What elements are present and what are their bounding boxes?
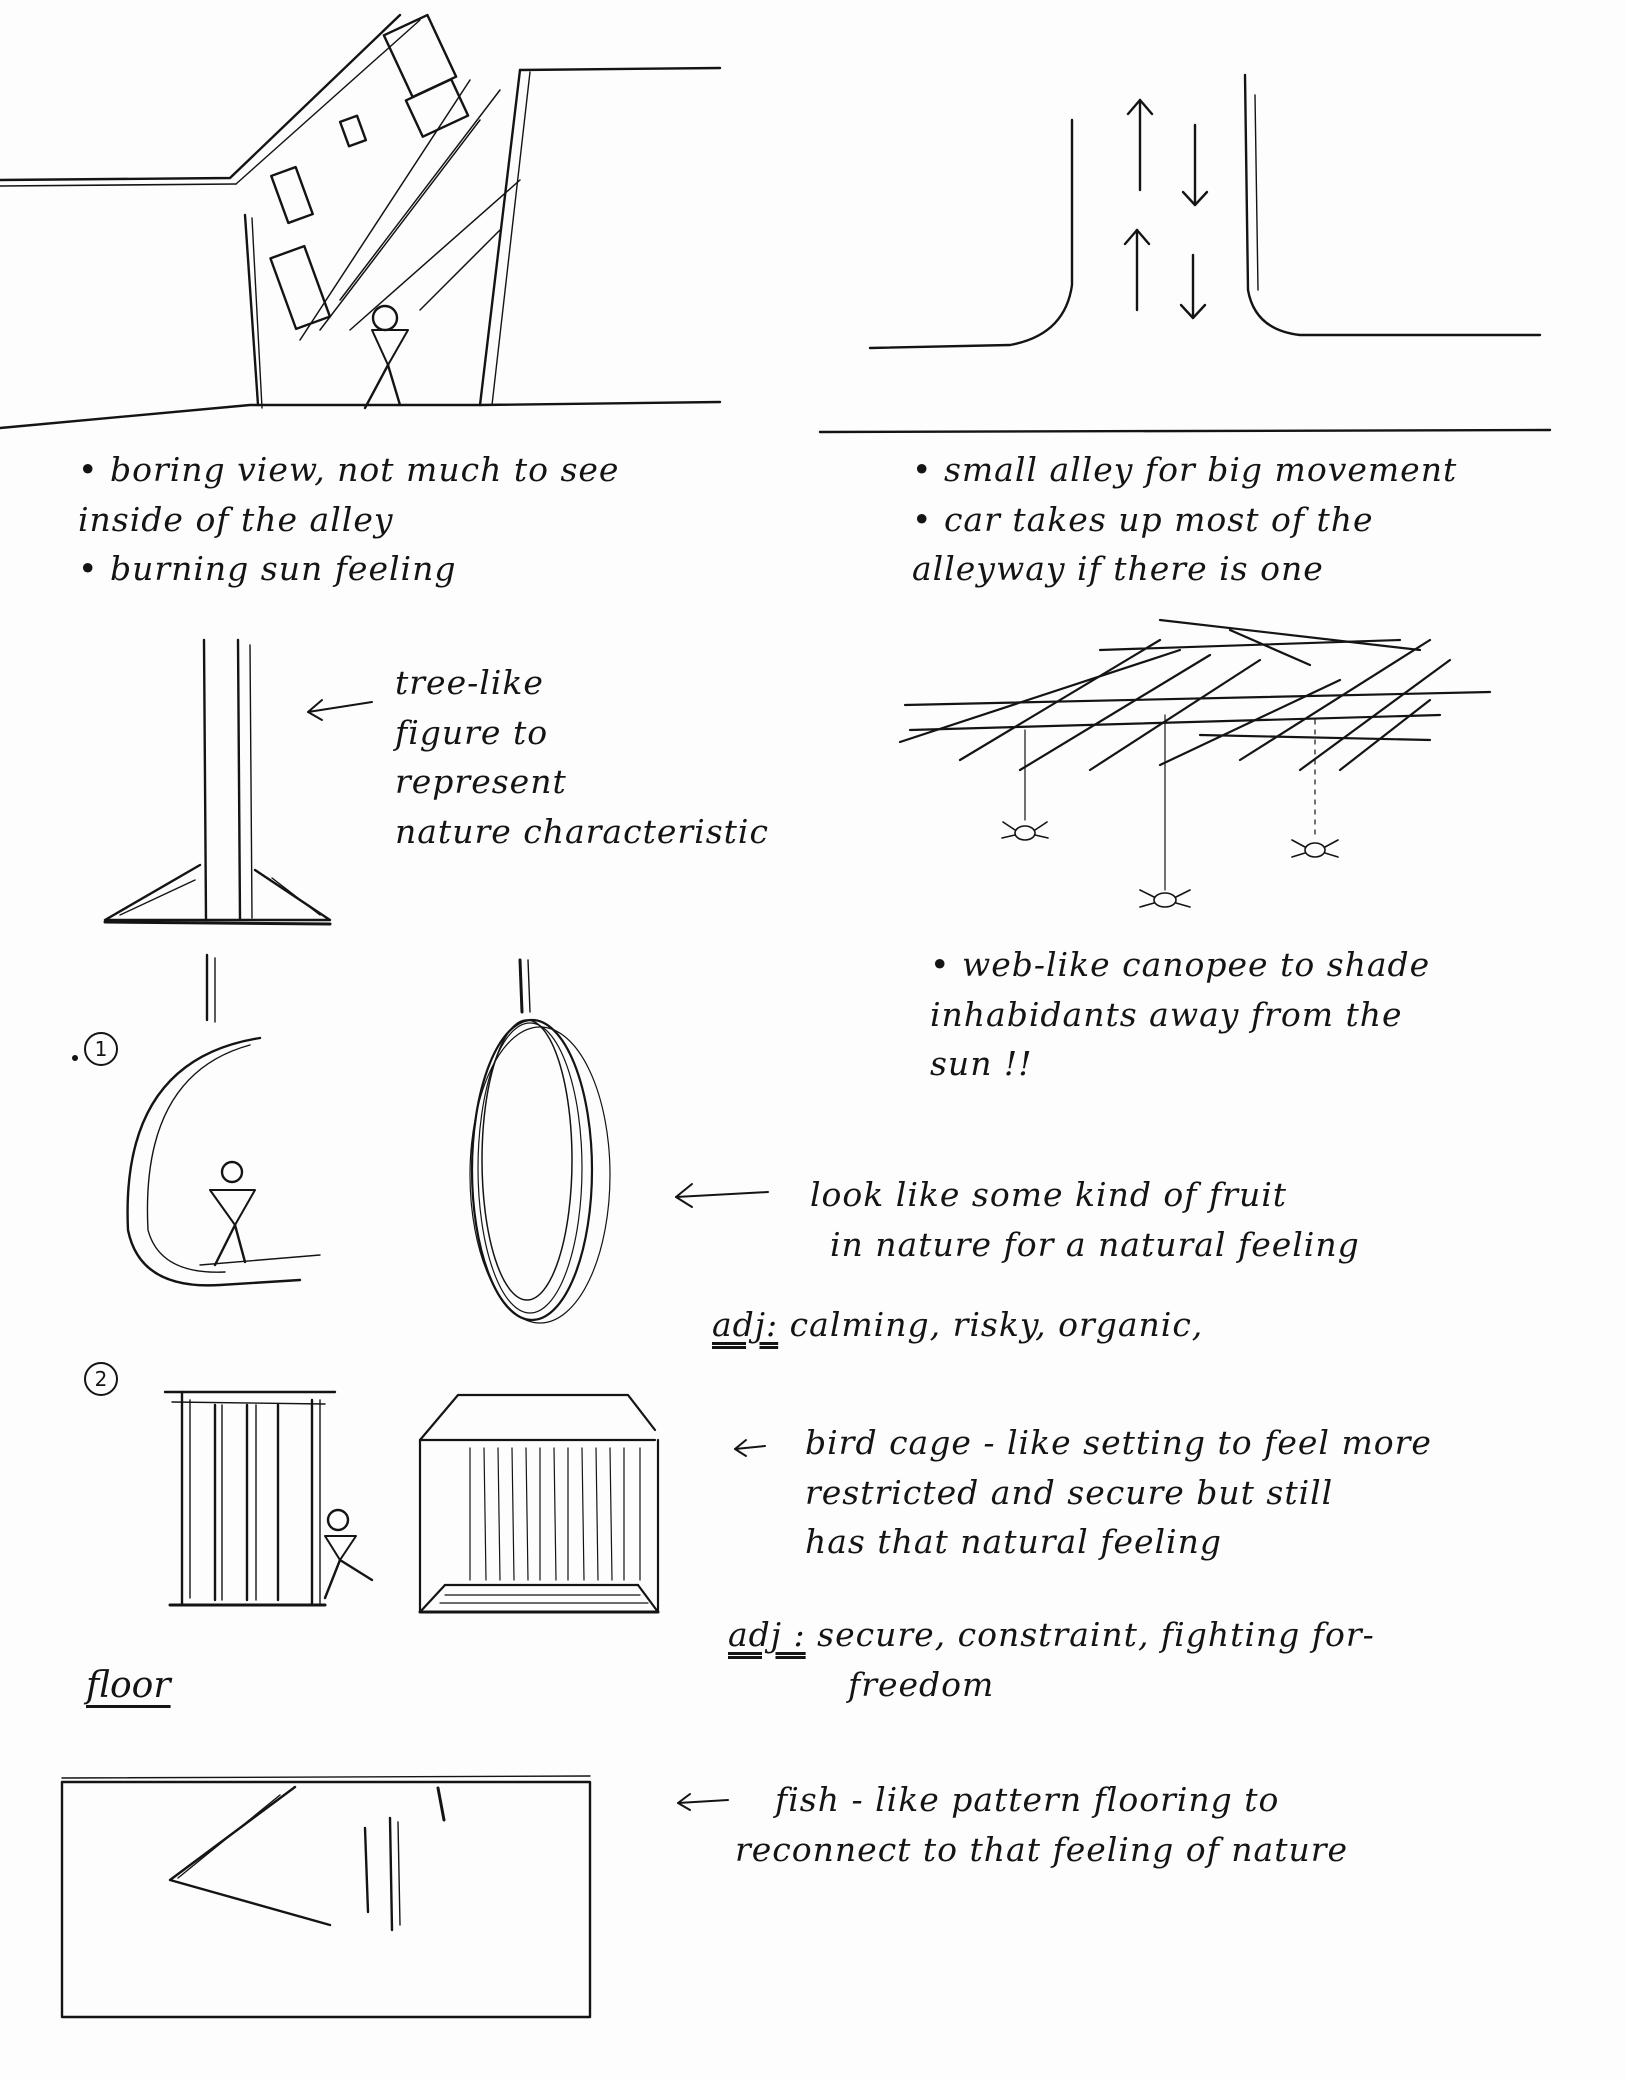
note-line: figure to bbox=[395, 712, 549, 752]
note-line: restricted and secure but still bbox=[805, 1472, 1334, 1512]
note-line: reconnect to that feeling of nature bbox=[735, 1829, 1349, 1869]
floor-heading: floor bbox=[86, 1665, 171, 1706]
spider-icon bbox=[1002, 822, 1048, 840]
spider-icon bbox=[1292, 840, 1338, 857]
note-line: look like some kind of fruit bbox=[810, 1175, 1288, 1214]
tree-like-figure-sketch bbox=[105, 640, 330, 924]
note-line: represent bbox=[395, 762, 567, 801]
note-line: bird cage - like setting to feel more bbox=[805, 1423, 1432, 1462]
note-line: inhabidants away from the bbox=[930, 994, 1403, 1034]
bird-cage-perspective-sketch bbox=[420, 1395, 658, 1612]
arrow-up-icon bbox=[1128, 100, 1152, 190]
note-floor bbox=[735, 1775, 1348, 1874]
bullet-dot bbox=[72, 1055, 78, 1061]
spider-icon bbox=[1140, 890, 1190, 907]
arrow-up-icon bbox=[1125, 230, 1149, 310]
note-alley-view bbox=[78, 445, 619, 594]
bird-cage-front-sketch bbox=[165, 1392, 372, 1605]
number-marker-one: 1 bbox=[84, 1032, 118, 1066]
adjective-text: calming, risky, organic, bbox=[789, 1305, 1204, 1344]
note-line: • web-like canopee to shade bbox=[930, 945, 1431, 984]
note-line: in nature for a natural feeling bbox=[830, 1224, 1360, 1264]
web-canopy-sketch bbox=[900, 620, 1490, 890]
arrow-down-icon bbox=[1181, 255, 1205, 318]
note-small-alley bbox=[912, 445, 1457, 594]
arrow-left-icon bbox=[678, 1794, 728, 1810]
note-birdcage-adjectives bbox=[728, 1610, 1375, 1709]
adjective-label: adj : bbox=[728, 1615, 806, 1654]
small-alley-sketch bbox=[820, 75, 1550, 432]
note-line: has that natural feeling bbox=[805, 1522, 1222, 1561]
number-marker-two: 2 bbox=[84, 1362, 118, 1396]
adjective-text: secure, constraint, fighting for- bbox=[817, 1615, 1375, 1654]
arrow-left-icon bbox=[676, 1184, 768, 1207]
note-birdcage bbox=[805, 1418, 1432, 1567]
adjective-label: adj: bbox=[712, 1305, 779, 1344]
note-line bbox=[728, 1610, 1375, 1660]
note-canopy bbox=[930, 940, 1430, 1089]
note-line: nature characteristic bbox=[395, 811, 769, 851]
note-line: sun !! bbox=[930, 1044, 1033, 1083]
note-line: tree-like bbox=[395, 663, 544, 702]
arrow-left-icon bbox=[735, 1440, 765, 1456]
note-line: • boring view, not much to see bbox=[78, 450, 620, 489]
note-line: freedom bbox=[848, 1664, 995, 1704]
note-line: alleyway if there is one bbox=[912, 549, 1324, 588]
note-line: • small alley for big movement bbox=[912, 450, 1458, 489]
note-line: fish - like pattern flooring to bbox=[775, 1780, 1280, 1819]
alley-perspective-sketch bbox=[0, 15, 720, 428]
note-fruit-adjectives bbox=[712, 1300, 1203, 1350]
note-line: • car takes up most of the bbox=[912, 499, 1374, 539]
note-tree-figure bbox=[395, 658, 769, 856]
note-fruit bbox=[810, 1170, 1360, 1269]
note-line: inside of the alley bbox=[78, 499, 394, 539]
hanging-crescent-pod-sketch bbox=[128, 955, 320, 1285]
note-line: • burning sun feeling bbox=[78, 549, 457, 588]
hanging-oval-pod-sketch bbox=[470, 960, 610, 1323]
arrow-left-icon bbox=[308, 700, 372, 720]
arrow-down-icon bbox=[1183, 125, 1207, 205]
fish-pattern-floor-sketch bbox=[62, 1776, 590, 2017]
